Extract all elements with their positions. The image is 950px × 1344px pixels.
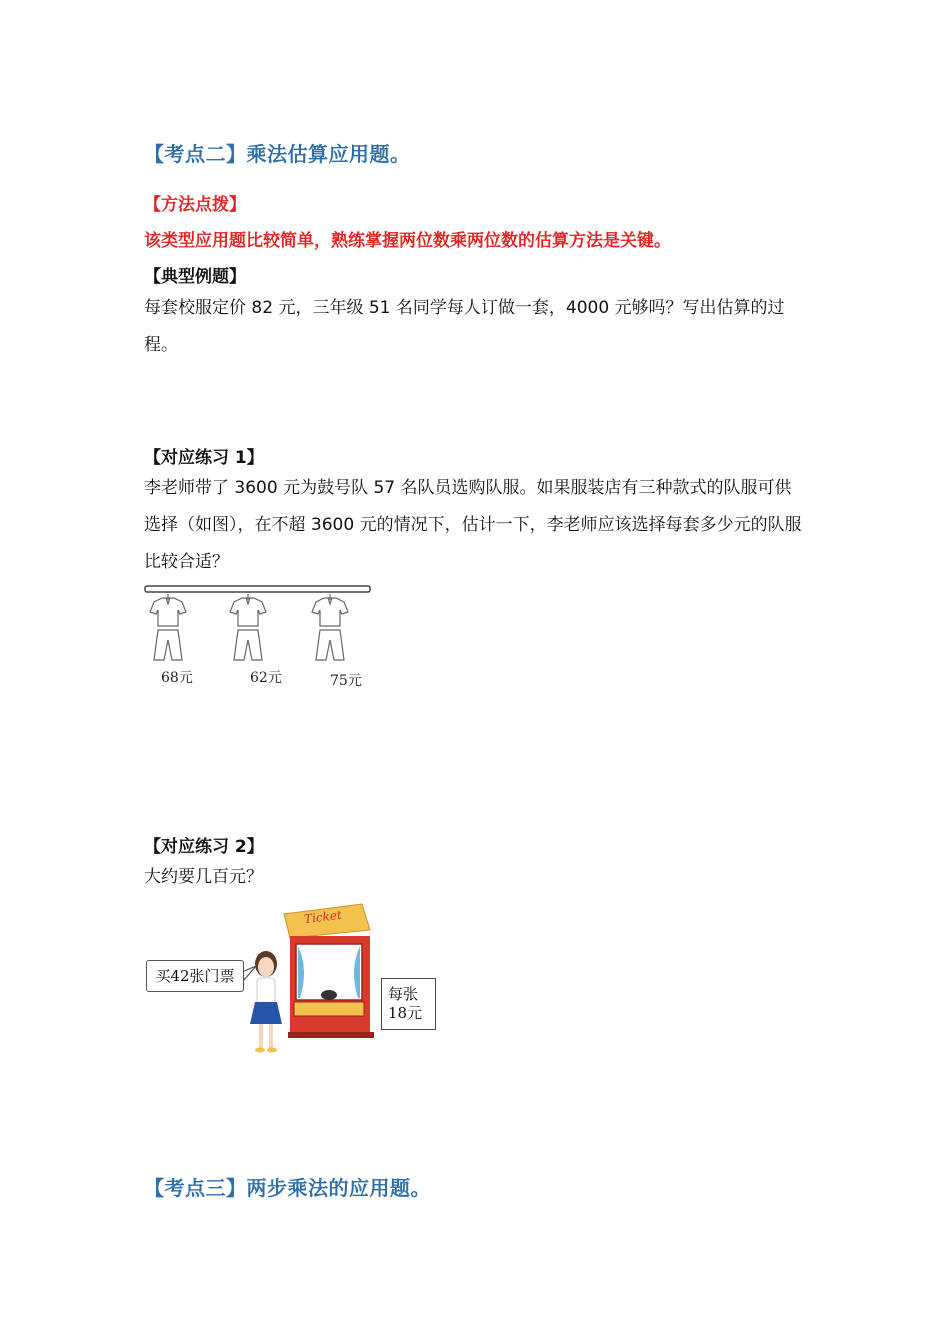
example-text: 每套校服定价 82 元，三年级 51 名同学每人订做一套，4000 元够吗？写出估算的过程。 bbox=[144, 298, 785, 355]
uniform-rack-figure bbox=[144, 584, 374, 694]
section3-title: 【考点三】两步乘法的应用题。 bbox=[144, 1176, 431, 1200]
price-tag-line2: 18元 bbox=[388, 1004, 423, 1022]
booth-sign: Ticket bbox=[303, 907, 343, 927]
price-tag bbox=[381, 978, 436, 1030]
uniforms-illustration bbox=[144, 584, 374, 669]
practice2-heading: 【对应练习 2】 bbox=[144, 837, 264, 857]
section2-title: 【考点二】乘法估算应用题。 bbox=[144, 142, 411, 166]
speech-bubble: 买42张门票 bbox=[146, 960, 244, 992]
price-label-1: 68元 bbox=[161, 670, 193, 686]
method-heading: 【方法点拨】 bbox=[144, 195, 246, 215]
ticket-booth-figure bbox=[144, 900, 444, 1065]
price-label-2: 62元 bbox=[250, 670, 282, 686]
practice2-text: 大约要几百元？ bbox=[144, 867, 263, 887]
practice1-text: 李老师带了 3600 元为鼓号队 57 名队员选购队服。如果服装店有三种款式的队服可供选择（如图），在不超 3600 元的情况下，估计一下，李老师应该选择每套多少元的队服比较合适？ bbox=[144, 478, 802, 572]
method-text: 该类型应用题比较简单，熟练掌握两位数乘两位数的估算方法是关键。 bbox=[144, 231, 671, 251]
example-heading: 【典型例题】 bbox=[144, 267, 246, 287]
price-label-3: 75元 bbox=[330, 673, 362, 689]
price-tag-line1: 每张 bbox=[388, 985, 419, 1003]
practice1-heading: 【对应练习 1】 bbox=[144, 448, 264, 468]
